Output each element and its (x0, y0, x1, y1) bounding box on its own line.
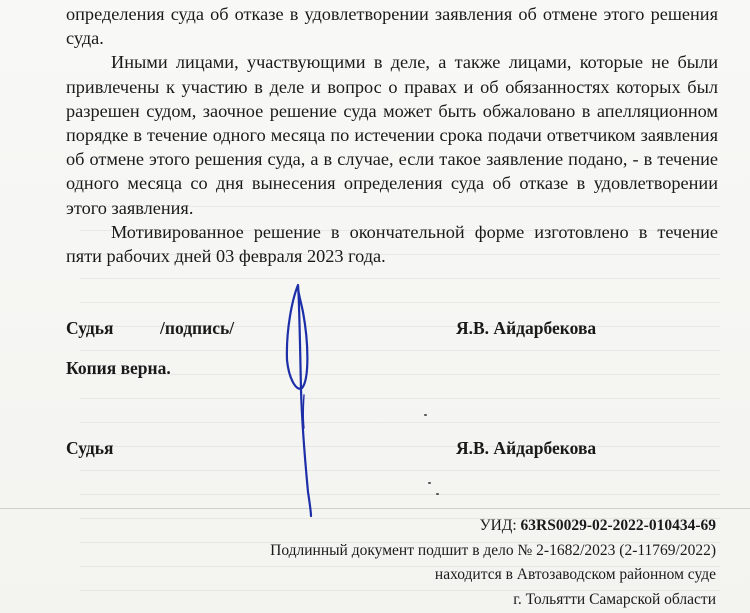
judge-label-copy: Судья (66, 438, 114, 458)
paper-speck (428, 482, 431, 484)
uid-value: 63RS0029-02-2022-010434-69 (520, 517, 716, 534)
paper-speck (436, 493, 439, 495)
copy-certified-note: Копия верна. (66, 358, 171, 378)
paragraph-continuation: определения суда об отказе в удовлетворении заявления об отмене этого решения суда. (66, 4, 718, 49)
judge-name-copy: Я.В. Айдарбекова (456, 438, 597, 458)
uid-label: УИД: (479, 517, 517, 534)
footer-line-court: находится в Автозаводском районном суде (434, 566, 716, 583)
page-fold-line (0, 508, 750, 509)
signature-mark: /подпись/ (160, 318, 235, 338)
judge-name: Я.В. Айдарбекова (456, 318, 597, 338)
uid-line (270, 514, 716, 539)
paper-speck (424, 414, 427, 416)
document-body (66, 2, 718, 268)
judge-label: Судья (66, 318, 114, 338)
footer-line-case: Подлинный документ подшит в дело № 2-1682/2023 (2-11769/2022) (270, 541, 716, 559)
paragraph-appeal-rights: Иными лицами, участвующими в деле, а также лицами, которые не были привлечены к участию в деле и вопрос о правах и об обязанностях которых был разрешен судом, заочное решение суда может быть обжаловано в апелляционном порядке в течение одного месяца по истечении срока подачи ответчиком заявления об отмене этого решения суда, а в случае, если такое заявление подано, - в течение одного месяца со дня вынесения определения суда об отказе в удовлетворении этого заявления. (66, 52, 718, 218)
footer-line-city: г. Тольятти Самарской области (513, 590, 716, 608)
paragraph-motivated-decision: Мотивированное решение в окончательной форме изготовлено в течение пяти рабочих дней 03 февраля 2023 года. (66, 221, 718, 267)
footer-certification (270, 514, 716, 612)
